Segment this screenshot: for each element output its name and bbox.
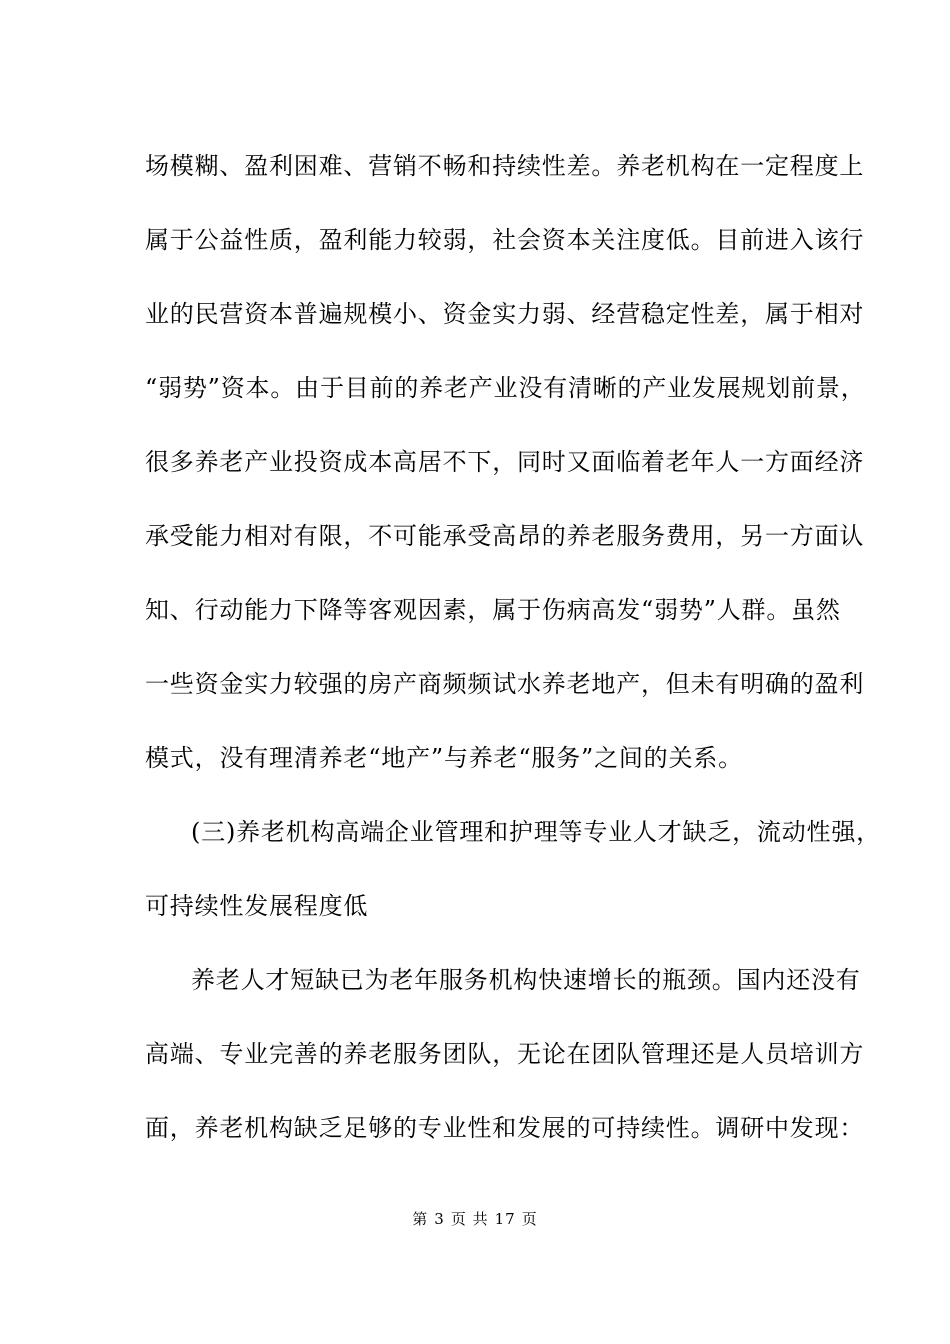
text-line: 承受能力相对有限，不可能承受高昂的养老服务费用，另一方面认	[145, 522, 865, 550]
text-line: 一些资金实力较强的房产商频频试水养老地产，但未有明确的盈利	[145, 670, 865, 698]
body-text	[145, 129, 881, 1165]
text-line: 业的民营资本普遍规模小、资金实力弱、经营稳定性差，属于相对	[145, 300, 865, 328]
page-label-prefix: 第	[412, 1210, 429, 1228]
text-line: 场模糊、盈利困难、营销不畅和持续性差。养老机构在一定程度上	[145, 152, 865, 180]
text-line: 面，养老机构缺乏足够的专业性和发展的可持续性。调研中发现：	[145, 1114, 865, 1142]
page-number: 3	[434, 1210, 445, 1228]
text-line: “弱势”资本。由于目前的养老产业没有清晰的产业发展规划前景，	[145, 374, 866, 402]
page-label-suffix: 页	[521, 1210, 538, 1228]
text-line: 养老人才短缺已为老年服务机构快速增长的瓶颈。国内还没有	[191, 966, 861, 994]
text-line: 模式，没有理清养老“地产”与养老“服务”之间的关系。	[145, 744, 743, 772]
total-pages: 17	[494, 1210, 516, 1228]
section-heading-line: 可持续性发展程度低	[145, 892, 369, 920]
text-line: 很多养老产业投资成本高居不下，同时又面临着老年人一方面经济	[145, 448, 865, 476]
page-footer	[0, 1208, 950, 1229]
text-line: 高端、专业完善的养老服务团队，无论在团队管理还是人员培训方	[145, 1040, 865, 1068]
section-heading-line: (三)养老机构高端企业管理和护理等专业人才缺乏，流动性强，	[191, 818, 881, 846]
text-line: 属于公益性质，盈利能力较弱，社会资本关注度低。目前进入该行	[145, 226, 865, 254]
text-line: 知、行动能力下降等客观因素，属于伤病高发“弱势”人群。虽然	[145, 596, 841, 624]
page-label-mid: 页 共	[450, 1210, 489, 1228]
